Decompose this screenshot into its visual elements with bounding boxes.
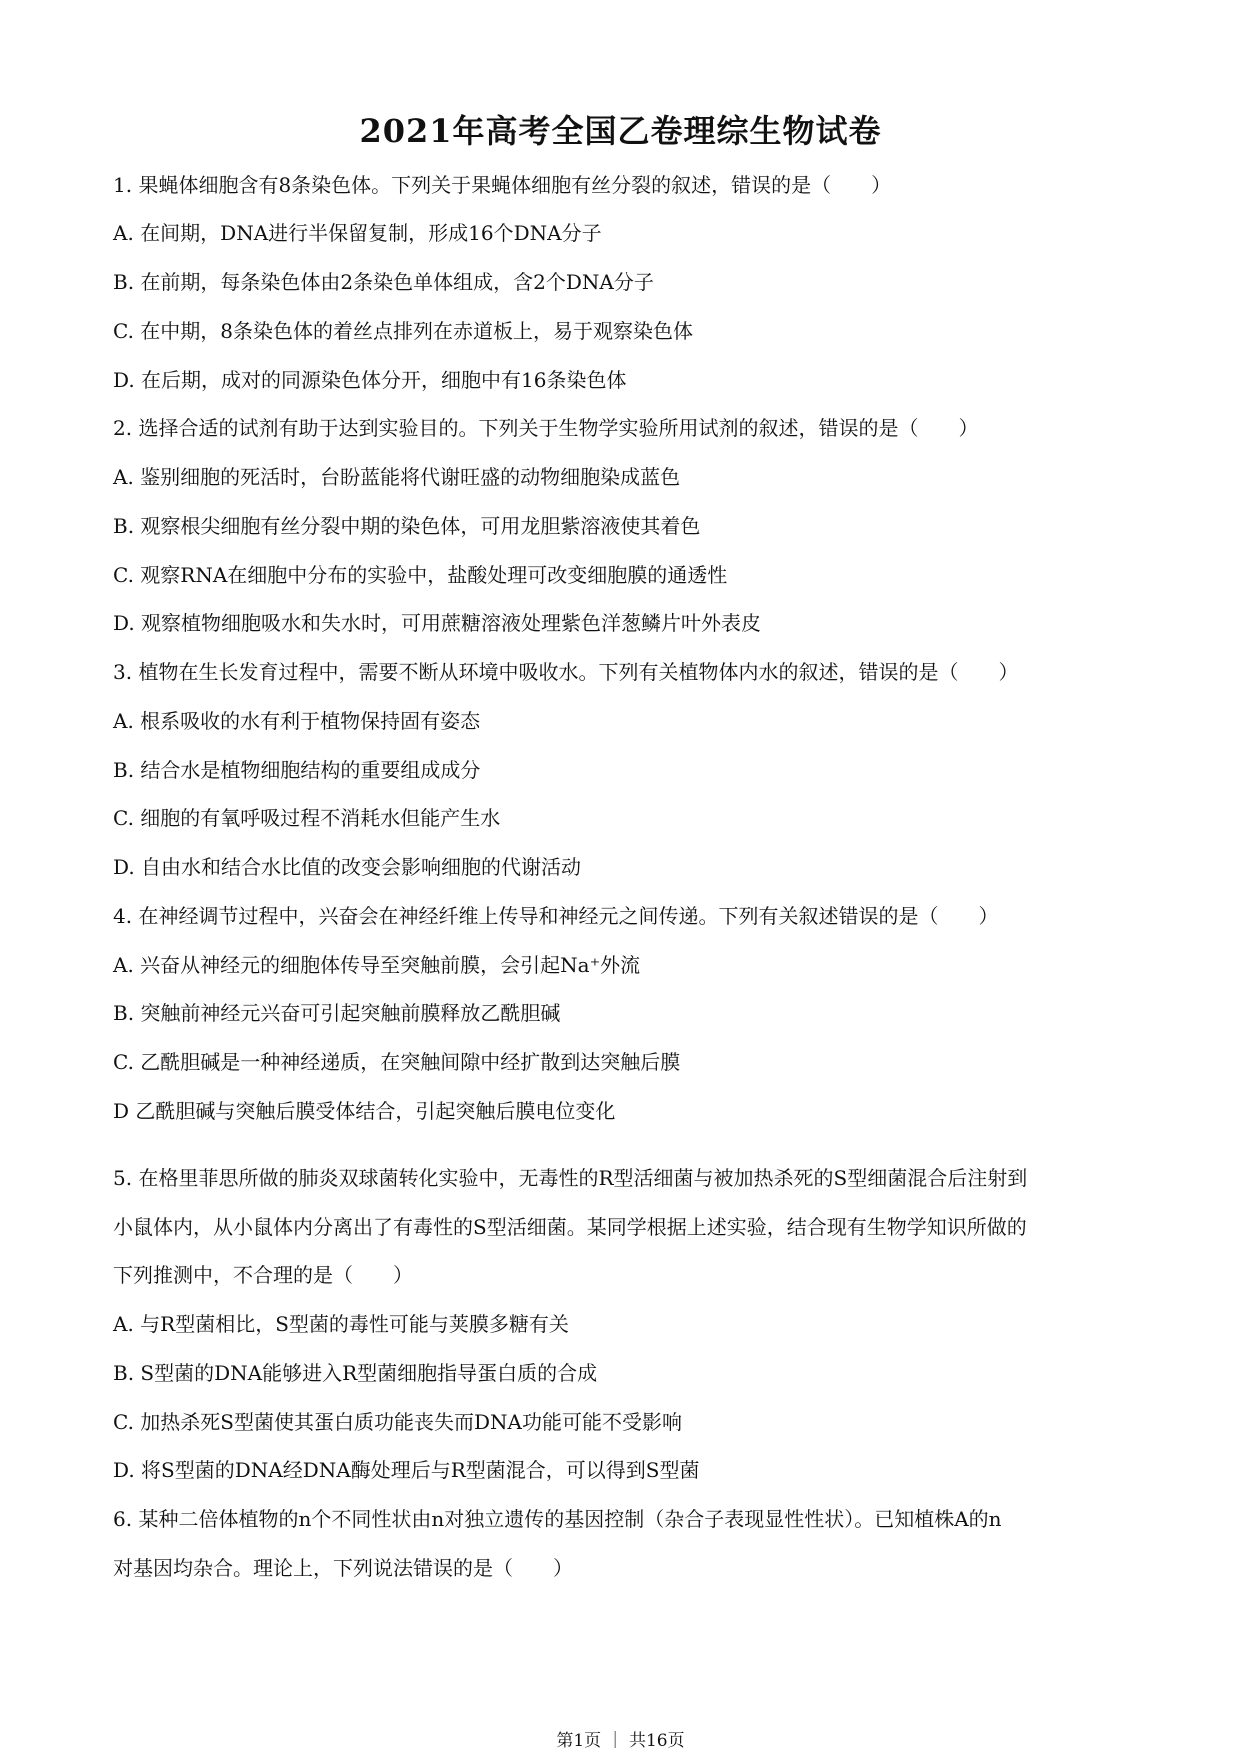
question-2-option-c: C. 观察RNA在细胞中分布的实验中，盐酸处理可改变细胞膜的通透性 xyxy=(113,563,728,587)
question-6-stem-line-2: 对基因均杂合。理论上，下列说法错误的是（ ） xyxy=(113,1556,573,1580)
question-6-stem-line-1: 6. 某种二倍体植物的n个不同性状由n对独立遗传的基因控制（杂合子表现显性性状）。已知植株A的n xyxy=(113,1507,1002,1531)
question-3-option-b: B. 结合水是植物细胞结构的重要组成成分 xyxy=(113,758,481,782)
question-4-option-a: A. 兴奋从神经元的细胞体传导至突触前膜，会引起Na⁺外流 xyxy=(113,953,641,977)
question-5-option-a: A. 与R型菌相比，S型菌的毒性可能与荚膜多糖有关 xyxy=(113,1312,569,1336)
question-1-option-a: A. 在间期，DNA进行半保留复制，形成16个DNA分子 xyxy=(113,221,602,245)
question-3-option-c: C. 细胞的有氧呼吸过程不消耗水但能产生水 xyxy=(113,806,501,830)
question-1-option-d: D. 在后期，成对的同源染色体分开，细胞中有16条染色体 xyxy=(113,368,627,392)
question-4-stem: 4. 在神经调节过程中，兴奋会在神经纤维上传导和神经元之间传递。下列有关叙述错误的是（ ） xyxy=(113,904,999,928)
question-5-stem-line-2: 小鼠体内，从小鼠体内分离出了有毒性的S型活细菌。某同学根据上述实验，结合现有生物学知识所做的 xyxy=(113,1215,1027,1239)
question-5-option-b: B. S型菌的DNA能够进入R型菌细胞指导蛋白质的合成 xyxy=(113,1361,598,1385)
question-3-stem: 3. 植物在生长发育过程中，需要不断从环境中吸收水。下列有关植物体内水的叙述，错误的是（ ） xyxy=(113,660,1019,684)
question-2-option-b: B. 观察根尖细胞有丝分裂中期的染色体，可用龙胆紫溶液使其着色 xyxy=(113,514,701,538)
question-5-option-d: D. 将S型菌的DNA经DNA酶处理后与R型菌混合，可以得到S型菌 xyxy=(113,1458,700,1482)
question-4-option-d: D 乙酰胆碱与突触后膜受体结合，引起突触后膜电位变化 xyxy=(113,1099,616,1123)
exam-title: 2021年高考全国乙卷理综生物试卷 xyxy=(359,112,882,150)
question-1-option-c: C. 在中期，8条染色体的着丝点排列在赤道板上，易于观察染色体 xyxy=(113,319,694,343)
question-3-option-d: D. 自由水和结合水比值的改变会影响细胞的代谢活动 xyxy=(113,855,582,879)
page-footer: 第1页 ｜ 共16页 xyxy=(556,1731,685,1751)
question-2-option-a: A. 鉴别细胞的死活时，台盼蓝能将代谢旺盛的动物细胞染成蓝色 xyxy=(113,465,681,489)
question-1-option-b: B. 在前期，每条染色体由2条染色单体组成，含2个DNA分子 xyxy=(113,270,654,294)
question-2-stem: 2. 选择合适的试剂有助于达到实验目的。下列关于生物学实验所用试剂的叙述，错误的是（ ） xyxy=(113,416,979,440)
question-1-stem: 1. 果蝇体细胞含有8条染色体。下列关于果蝇体细胞有丝分裂的叙述，错误的是（ ） xyxy=(113,173,892,197)
question-5-stem-line-3: 下列推测中，不合理的是（ ） xyxy=(113,1263,413,1287)
question-5-option-c: C. 加热杀死S型菌使其蛋白质功能丧失而DNA功能可能不受影响 xyxy=(113,1410,682,1434)
question-2-option-d: D. 观察植物细胞吸水和失水时，可用蔗糖溶液处理紫色洋葱鳞片叶外表皮 xyxy=(113,611,762,635)
question-4-option-c: C. 乙酰胆碱是一种神经递质，在突触间隙中经扩散到达突触后膜 xyxy=(113,1050,681,1074)
question-5-stem-line-1: 5. 在格里菲思所做的肺炎双球菌转化实验中，无毒性的R型活细菌与被加热杀死的S型细菌混合后注射到 xyxy=(113,1166,1028,1190)
question-4-option-b: B. 突触前神经元兴奋可引起突触前膜释放乙酰胆碱 xyxy=(113,1001,561,1025)
question-3-option-a: A. 根系吸收的水有利于植物保持固有姿态 xyxy=(113,709,481,733)
